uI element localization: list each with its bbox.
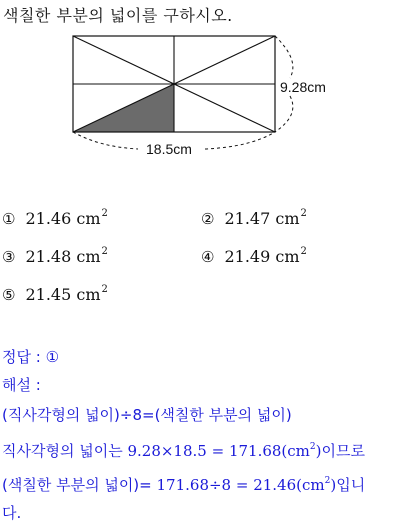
explanation-line-1: (직사각형의 넓이)÷8=(색칠한 부분의 넓이) <box>2 406 292 424</box>
option-5[interactable]: ⑤ 21.45 $cm^2$ <box>2 284 108 304</box>
option-3[interactable]: ③ 21.48 $cm^2$ <box>2 246 108 266</box>
height-label: 9.28cm <box>280 79 326 95</box>
explanation-label: 해설 : <box>2 376 41 394</box>
option-4[interactable]: ④ 21.49 $cm^2$ <box>201 246 307 266</box>
width-label: 18.5cm <box>146 141 192 157</box>
option-1[interactable]: ① 21.46 $cm^2$ <box>2 208 108 228</box>
question-text: 색칠한 부분의 넓이를 구하시오. <box>3 6 233 25</box>
rectangle-figure <box>0 0 400 170</box>
explanation-line-3: (색칠한 부분의 넓이)= $171.68\div 8 = 21.46(cm^2)$입니 <box>2 476 366 494</box>
answer-line: 정답 : ① <box>2 348 60 366</box>
explanation-line-2: 직사각형의 넓이는 $9.28\times 18.5 = 171.68(cm^2)$이므로 <box>2 442 365 460</box>
option-2[interactable]: ② 21.47 $cm^2$ <box>201 208 307 228</box>
explanation-line-4: 다. <box>2 504 22 522</box>
